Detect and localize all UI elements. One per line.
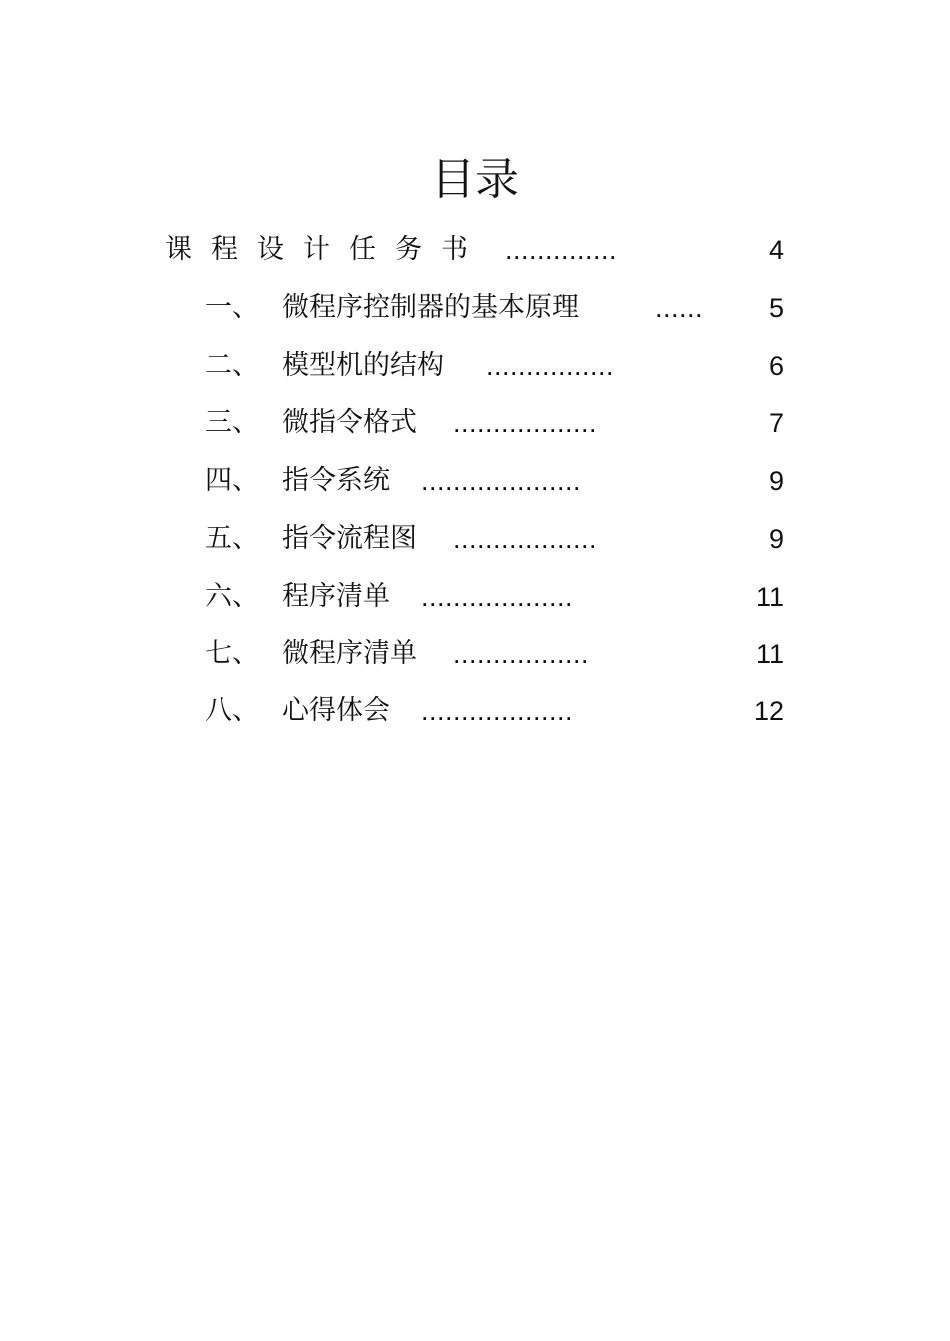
toc-entry-label: 课程设计任务书: [165, 234, 487, 265]
toc-page-number: 6: [768, 351, 784, 381]
toc-entry-number: 六、: [205, 581, 259, 612]
toc-page-number: 11: [755, 582, 784, 612]
toc-entry-5[interactable]: [0, 519, 950, 559]
toc-leader-dots: ...................: [421, 582, 574, 612]
toc-page-number: 9: [768, 466, 784, 496]
toc-entry-number: 五、: [205, 523, 259, 554]
toc-entry-2[interactable]: [0, 346, 950, 386]
toc-entry-1[interactable]: [0, 288, 950, 328]
toc-entry-4[interactable]: [0, 461, 950, 501]
toc-page-number: 7: [768, 408, 784, 438]
toc-entry-number: 四、: [205, 465, 259, 496]
toc-entry-6[interactable]: [0, 577, 950, 617]
toc-entry-label: 程序清单: [282, 581, 390, 612]
toc-entry-8[interactable]: [0, 691, 950, 731]
toc-entry-label: 心得体会: [282, 695, 390, 726]
toc-entry-number: 二、: [205, 350, 259, 381]
toc-entry-number: 一、: [205, 292, 259, 323]
toc-entry-3[interactable]: [0, 403, 950, 443]
toc-leader-dots: ..................: [453, 524, 598, 554]
toc-leader-dots: ..............: [505, 235, 618, 265]
toc-leader-dots: ...................: [421, 696, 574, 726]
toc-entry-label: 微指令格式: [282, 407, 417, 438]
toc-entry-course-task[interactable]: [0, 230, 950, 270]
toc-entry-number: 七、: [205, 638, 259, 669]
toc-leader-dots: ..................: [453, 408, 598, 438]
toc-entry-label: 指令系统: [282, 465, 390, 496]
toc-leader-dots: .................: [453, 639, 590, 669]
toc-page-number: 11: [755, 639, 784, 669]
toc-page-number: 5: [768, 293, 784, 323]
toc-leader-dots: ................: [486, 351, 615, 381]
toc-leader-dots: ......: [655, 293, 704, 323]
toc-entry-number: 八、: [205, 695, 259, 726]
toc-entry-7[interactable]: [0, 634, 950, 674]
toc-entry-label: 指令流程图: [282, 523, 417, 554]
toc-entry-label: 微程序清单: [282, 638, 417, 669]
toc-page-number: 12: [753, 696, 784, 726]
toc-page-number: 4: [768, 235, 784, 265]
toc-page-number: 9: [768, 524, 784, 554]
toc-entry-label: 模型机的结构: [282, 350, 444, 381]
toc-entry-label: 微程序控制器的基本原理: [282, 292, 579, 323]
toc-entry-number: 三、: [205, 407, 259, 438]
toc-leader-dots: ....................: [421, 466, 582, 496]
page-title: 目录: [431, 154, 519, 205]
